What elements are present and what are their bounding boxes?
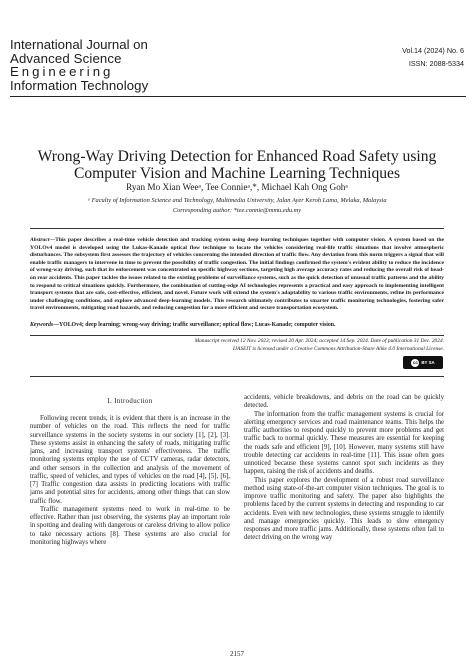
cc-license-badge[interactable]	[403, 356, 443, 369]
page-number: 2157	[230, 650, 244, 658]
body-column-left	[30, 415, 230, 547]
abstract	[30, 237, 444, 313]
header-divider	[10, 96, 466, 97]
paragraph: Traffic management systems need to work in real-time to be effective. Rather than just observing, the systems play an important role in spotting and dealing with dangerous or careless driving to allow police to take necessary actions [8]. These systems are also crucial for monitoring highways where	[30, 505, 230, 546]
body-column-right	[244, 394, 444, 543]
license-text: IJASEIT is licensed under a Creative Commons Attribution-Share Alike 4.0 International License.	[232, 345, 444, 352]
paper-authors: Ryan Mo Xian Weeᵃ, Tee Connieᵃ,*, Michael Kah Ong Gohᵃ	[126, 182, 348, 192]
keywords	[30, 322, 444, 330]
paragraph: This paper explores the development of a robust road surveillance method using state-of-the-art computer vision techniques. The goal is to improve traffic monitoring and safety. The paper also highlights the problems faced by the current systems in detecting and responding to car accidents. Even with new technologies, these systems struggle to identify and manage emergencies quickly. This leads to slow emergency responses and more traffic jams. Additionally, these systems often fail to detect driving on the wrong way	[244, 476, 444, 542]
paragraph: The information from the traffic management systems is crucial for alerting emergency services and road maintenance teams. This helps the traffic authorities to respond quickly to prevent more problems and get traffic back to normal quickly. These measures are essential for keeping the roads safe and efficient [9], [10]. However, many systems still have trouble detecting car accidents in real-time [11]. This issue often goes unnoticed because these systems cannot spot such incidents as they happen, raising the risk of accidents and deaths.	[244, 410, 444, 476]
journal-volume-info	[402, 44, 464, 70]
issn: ISSN: 2088-5334	[408, 59, 464, 68]
cc-icon: cc	[412, 360, 418, 365]
author-affiliation: ᵃ Faculty of Information Science and Technology, Multimedia University, Jalan Ayer Keroh Lama, Melaka, Malaysia	[87, 197, 387, 204]
paper-title: Wrong-Way Driving Detection for Enhanced Road Safety using Computer Vision and Machine Learning Techniques	[37, 148, 437, 182]
keywords-body: —YOLOv4; deep learning; wrong-way driving; traffic surveillance; optical flow; Lucas-Kanade; computer vision.	[53, 322, 336, 328]
journal-name-line4: Information Technology	[10, 77, 149, 93]
cc-badge-label: BY SA	[421, 360, 435, 365]
abstract-body: —This paper describes a real-time vehicle detection and tracking system using deep learning techniques together with computer vision. A system based on the YOLOv4 model is developed using the Lukas-Kanade optical flow technique to locate the vehicles considering real-life traffic situations that involve atmospheric disturbances. The subsystem first assesses the trajectory of vehicles concerning the intended direction of traffic flow. Any deviation from this norm triggers a signal that will enable traffic managers to intervene in time to prevent the possibility of traffic congestion. The initial findings confirmed the system's evident ability to reduce the incidence of wrong-way driving, such that its enforcement was concentrated on specific highway sections, targeting high average accuracy rates and reducing the overall risk of head-on rear accidents. This paper tackles the issues related to the existing problems of surveillance systems, such as the quick detection of unusual traffic patterns and the ability to respond to critical situations quickly. Furthermore, the combination of cutting-edge AI technologies represents a practical and easy approach to implementing intelligent transport systems that are safe, cost-effective, efficient, and novel. Future work will extend the system's adaptability to various traffic environments, refine its performance under challenging conditions, and explore advanced deep-learning models. This research ultimately contributes to smarter traffic monitoring technologies, fostering safer travel environments, mitigating road hazards, and reducing congestion for a more efficient and secure transportation ecosystem.	[30, 237, 444, 312]
keywords-label: Keywords	[30, 322, 54, 328]
abstract-top-rule	[30, 228, 444, 229]
manuscript-meta	[160, 338, 444, 354]
journal-name-line2: Advanced Science	[10, 50, 122, 66]
volume-issue: Vol.14 (2024) No. 6	[402, 46, 464, 55]
journal-name	[10, 38, 230, 92]
corresponding-author: Corresponding author: *tee.connie@mmu.edu.my	[172, 207, 302, 214]
paragraph: Following recent trends, it is evident that there is an increase in the number of vehicles on the road. This reflects the need for traffic surveillance systems in the society systems in our society [1], [2], [3]. These systems assist in enhancing the safety of roads, mitigating traffic jams, and increasing transport systems' effectiveness. The traffic monitoring systems employ the use of CCTV cameras, radar detectors, and other sensors in the collection and analysis of the movement of traffic, speed of vehicles, and types of vehicles on the road [4], [5], [6], [7] Traffic congestion data assists in predicting locations with traffic jams and potential sites for accidents, among other things that can slow traffic flow.	[30, 415, 230, 505]
abstract-label: Abstract	[30, 237, 50, 243]
paragraph: accidents, vehicle breakdowns, and debris on the road can be quickly detected.	[244, 394, 444, 410]
journal-name-line1: International Journal on	[10, 37, 148, 52]
journal-name-line3: Engineering	[10, 64, 114, 80]
manuscript-dates: Manuscript received 12 Nov. 2023; revised 20 Apr. 2024; accepted 14 Sep. 2024. Date of publication 31 Dec. 2024.	[194, 338, 444, 344]
keywords-bottom-rule	[30, 335, 444, 336]
header-bottom-rule	[30, 376, 444, 377]
section-heading-introduction: I. Introduction	[107, 398, 153, 405]
